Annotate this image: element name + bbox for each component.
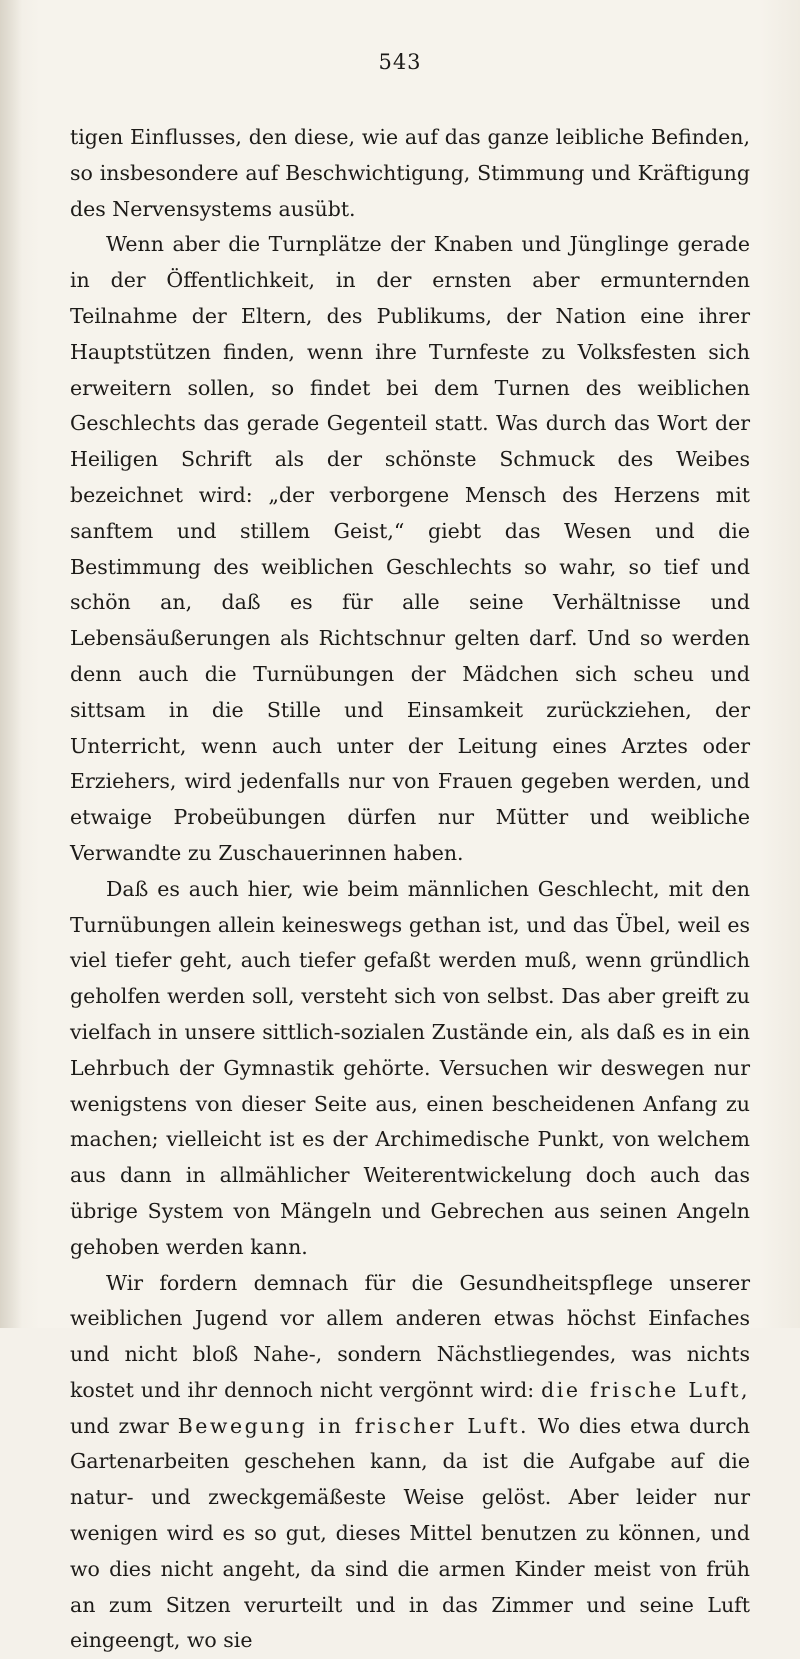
paragraph-4-start: Wir fordern demnach für die Gesundheitspflege unserer weiblichen Jugend vor allem anderen etwas höchst Einfaches und nicht bloß Nahe-, sondern Nächstliegendes, was nichts kostet und ihr dennoch nicht vergönnt wird: — [70, 1271, 750, 1402]
page-number: 543 — [0, 50, 800, 74]
paragraph-1: tigen Einflusses, den diese, wie auf das ganze leibliche Befinden, so insbesondere auf Beschwichtigung, Stimmung und Kräftigung des Nervensystems ausübt. — [70, 120, 750, 227]
paragraph-4 — [70, 1266, 750, 1659]
page-gutter-shadow — [0, 0, 22, 1328]
paragraph-4-end: Wo dies etwa durch Gartenarbeiten geschehen kann, da ist die Aufgabe auf die natur- und zweckgemäßeste Weise gelöst. Aber leider nur wenigen wird es so gut, dieses Mittel benutzen zu können, und wo dies nicht angeht, da sind die armen Kinder meist von früh an zum Sitzen verurteilt und in das Zimmer und seine Luft eingeengt, wo sie — [70, 1414, 750, 1653]
emphasis-movement: Bewegung in frischer Luft. — [178, 1414, 529, 1438]
body-text — [70, 120, 750, 1659]
emphasis-fresh-air: die frische Luft, — [541, 1378, 750, 1402]
paragraph-3: Daß es auch hier, wie beim männlichen Geschlecht, mit den Turnübungen allein keineswegs gethan ist, und das Übel, weil es viel tiefer geht, auch tiefer gefaßt werden muß, wenn gründlich geholfen werden soll, versteht sich von selbst. Das aber greift zu vielfach in unsere sittlich-sozialen Zustände ein, als daß es in ein Lehrbuch der Gymnastik gehörte. Versuchen wir deswegen nur wenigstens von dieser Seite aus, einen bescheidenen Anfang zu machen; vielleicht ist es der Archimedische Punkt, von welchem aus dann in allmählicher Weiterentwickelung doch auch das übrige System von Mängeln und Gebrechen aus seinen Angeln gehoben werden kann. — [70, 872, 750, 1266]
paragraph-4-middle: und zwar — [70, 1414, 169, 1438]
paragraph-2: Wenn aber die Turnplätze der Knaben und Jünglinge gerade in der Öffentlichkeit, in der ernsten aber ermunternden Teilnahme der Eltern, des Publikums, der Nation eine ihrer Hauptstützen finden, wenn ihre Turnfeste zu Volksfesten sich erweitern sollen, so findet bei dem Turnen des weiblichen Geschlechts das gerade Gegenteil statt. Was durch das Wort der Heiligen Schrift als der schönste Schmuck des Weibes bezeichnet wird: „der verborgene Mensch des Herzens mit sanftem und stillem Geist,“ giebt das Wesen und die Bestimmung des weiblichen Geschlechts so wahr, so tief und schön an, daß es für alle seine Verhältnisse und Lebensäußerungen als Richtschnur gelten darf. Und so werden denn auch die Turnübungen der Mädchen sich scheu und sittsam in die Stille und Einsamkeit zurückziehen, der Unterricht, wenn auch unter der Leitung eines Arztes oder Erziehers, wird jedenfalls nur von Frauen gegeben werden, und etwaige Probeübungen dürfen nur Mütter und weibliche Verwandte zu Zuschauerinnen haben. — [70, 227, 750, 871]
